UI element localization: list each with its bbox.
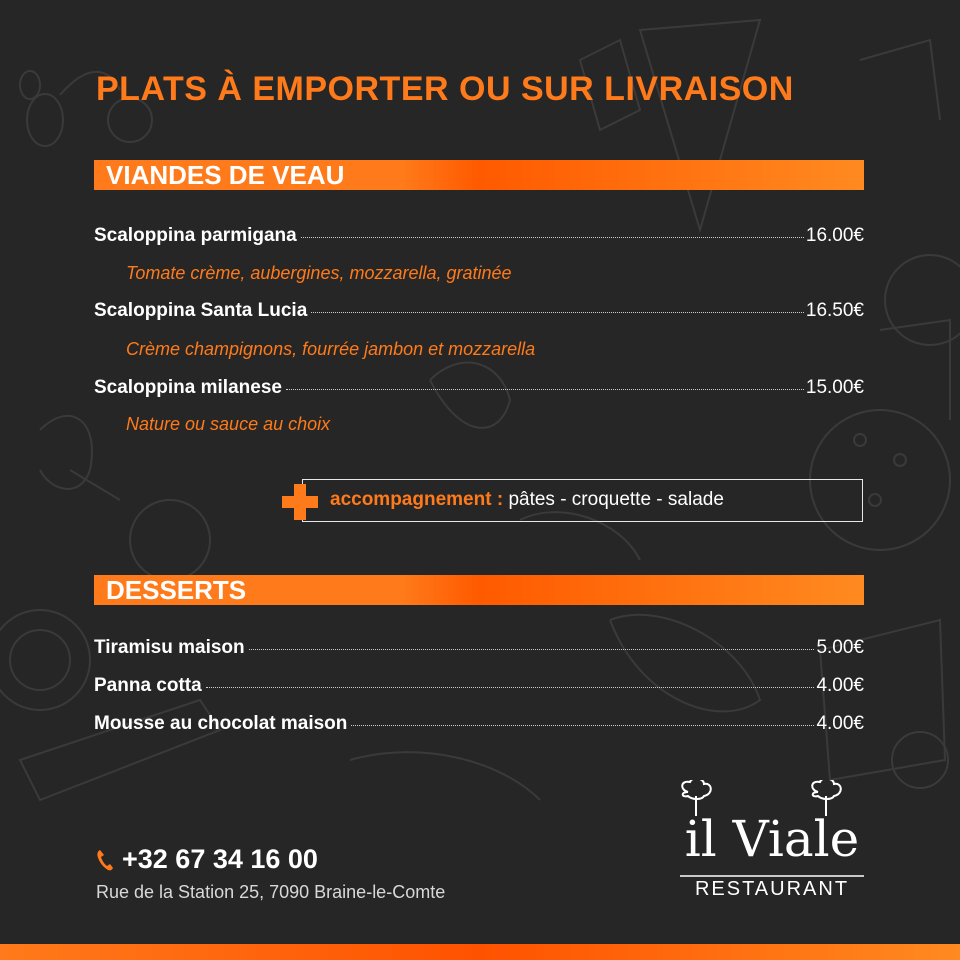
menu-item <box>94 637 864 661</box>
section-header-desserts <box>94 575 864 605</box>
dot-leader <box>311 312 804 313</box>
item-price: 16.00€ <box>805 225 864 246</box>
menu-item <box>94 675 864 699</box>
accompaniment-text <box>330 489 724 511</box>
dot-leader <box>351 725 814 726</box>
menu-item <box>94 377 864 401</box>
item-name: Panna cotta <box>94 675 202 696</box>
section-title: DESSERTS <box>106 575 247 605</box>
dot-leader <box>301 237 804 238</box>
menu-item <box>94 225 864 249</box>
accompaniment-label: accompagnement : <box>330 489 504 510</box>
item-price: 4.00€ <box>816 713 864 734</box>
item-price: 5.00€ <box>816 637 864 658</box>
item-name: Scaloppina Santa Lucia <box>94 300 308 321</box>
address: Rue de la Station 25, 7090 Braine-le-Comte <box>96 882 446 902</box>
item-description: Tomate crème, aubergines, mozzarella, gratinée <box>126 263 512 283</box>
item-name: Mousse au chocolat maison <box>94 713 348 734</box>
bottom-accent-bar <box>0 944 960 960</box>
dot-leader <box>206 687 815 688</box>
item-name: Scaloppina parmigana <box>94 225 297 246</box>
plus-icon <box>282 484 318 520</box>
section-title: VIANDES DE VEAU <box>106 160 345 190</box>
item-price: 15.00€ <box>805 377 864 398</box>
phone-icon <box>96 849 114 871</box>
section-header-viandes <box>94 160 864 190</box>
item-price: 4.00€ <box>816 675 864 696</box>
dot-leader <box>286 389 804 390</box>
logo-subtitle: RESTAURANT <box>694 878 850 900</box>
menu-item <box>94 713 864 737</box>
item-name: Tiramisu maison <box>94 637 245 658</box>
accompaniment-value: pâtes - croquette - salade <box>508 489 724 510</box>
item-description: Nature ou sauce au choix <box>126 414 331 434</box>
item-price: 16.50€ <box>805 300 864 321</box>
dot-leader <box>249 649 815 650</box>
phone-number: +32 67 34 16 00 <box>122 844 318 874</box>
item-description: Crème champignons, fourrée jambon et mozzarella <box>126 339 536 359</box>
menu-item <box>94 300 864 324</box>
item-name: Scaloppina milanese <box>94 377 282 398</box>
logo-name: il Viale <box>684 810 860 868</box>
page-title: PLATS À EMPORTER OU SUR LIVRAISON <box>96 70 794 108</box>
